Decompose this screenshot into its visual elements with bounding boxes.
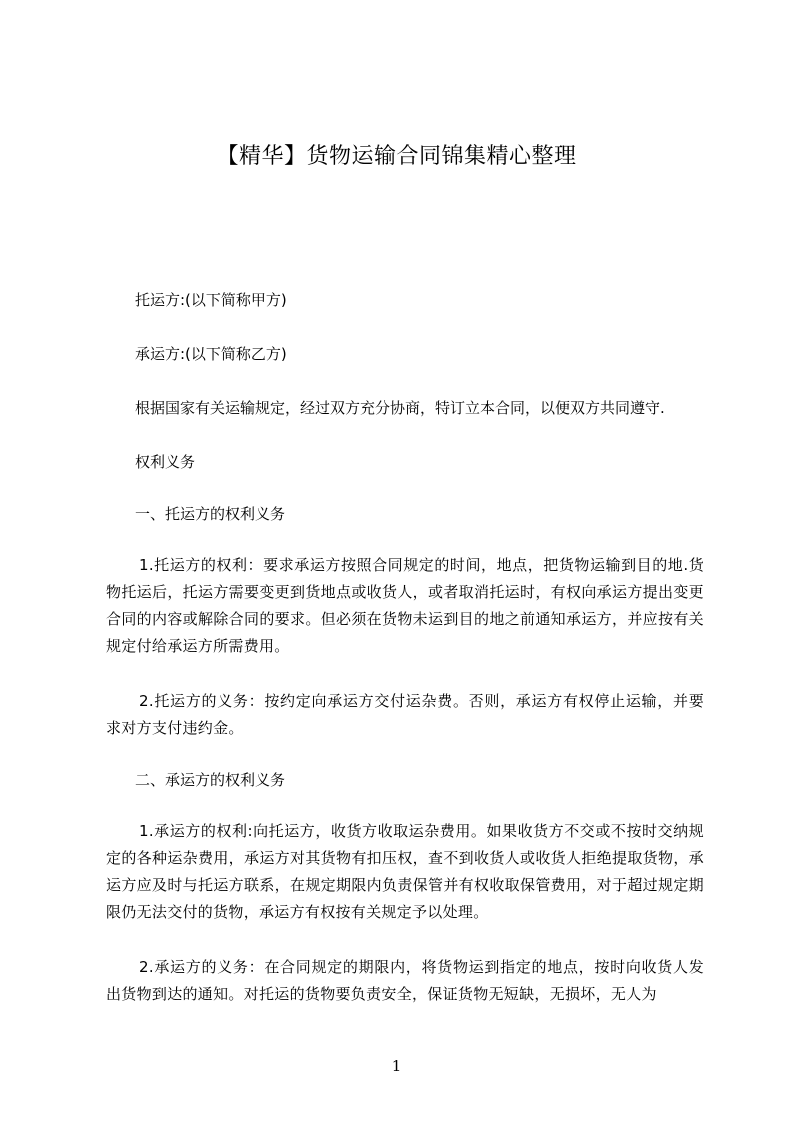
part-two-clause-2: 2.承运方的义务：在合同规定的期限内，将货物运到指定的地点，按时向收货人发出货物到达的通知。对托运的货物要负责安全，保证货物无短缺，无损坏，无人为 — [106, 958, 704, 1003]
carrier-line: 承运方:(以下简称乙方) — [135, 345, 287, 363]
part-one-clause-1: 1.托运方的权利：要求承运方按照合同规定的时间，地点，把货物运输到目的地.货物托运后，托运方需要变更到货地点或收货人，或者取消托运时，有权向承运方提出变更合同的内容或解除合同的要求。但必须在货物未运到目的地之前通知承运方，并应按有关规定付给承运方所需费用。 — [106, 556, 704, 655]
shipper-line: 托运方:(以下简称甲方) — [135, 291, 287, 309]
part-one-clause-2: 2.托运方的义务：按约定向承运方交付运杂费。否则，承运方有权停止运输，并要求对方支付违约金。 — [106, 692, 704, 737]
section-heading: 权利义务 — [135, 453, 196, 471]
preamble: 根据国家有关运输规定，经过双方充分协商，特订立本合同，以便双方共同遵守. — [135, 399, 665, 417]
part-one-heading: 一、托运方的权利义务 — [135, 505, 286, 523]
page-number: 1 — [391, 1057, 402, 1075]
part-two-clause-1: 1.承运方的权利:向托运方，收货方收取运杂费用。如果收货方不交或不按时交纳规定的各种运杂费用，承运方对其货物有扣压权，查不到收货人或收货人拒绝提取货物，承运方应及时与托运方联系，在规定期限内负责保管并有权收取保管费用，对于超过规定期限仍无法交付的货物，承运方有权按有关规定予以处理。 — [106, 822, 704, 921]
page-title: 【精华】货物运输合同锦集精心整理 — [216, 144, 577, 169]
part-two-heading: 二、承运方的权利义务 — [135, 771, 286, 789]
